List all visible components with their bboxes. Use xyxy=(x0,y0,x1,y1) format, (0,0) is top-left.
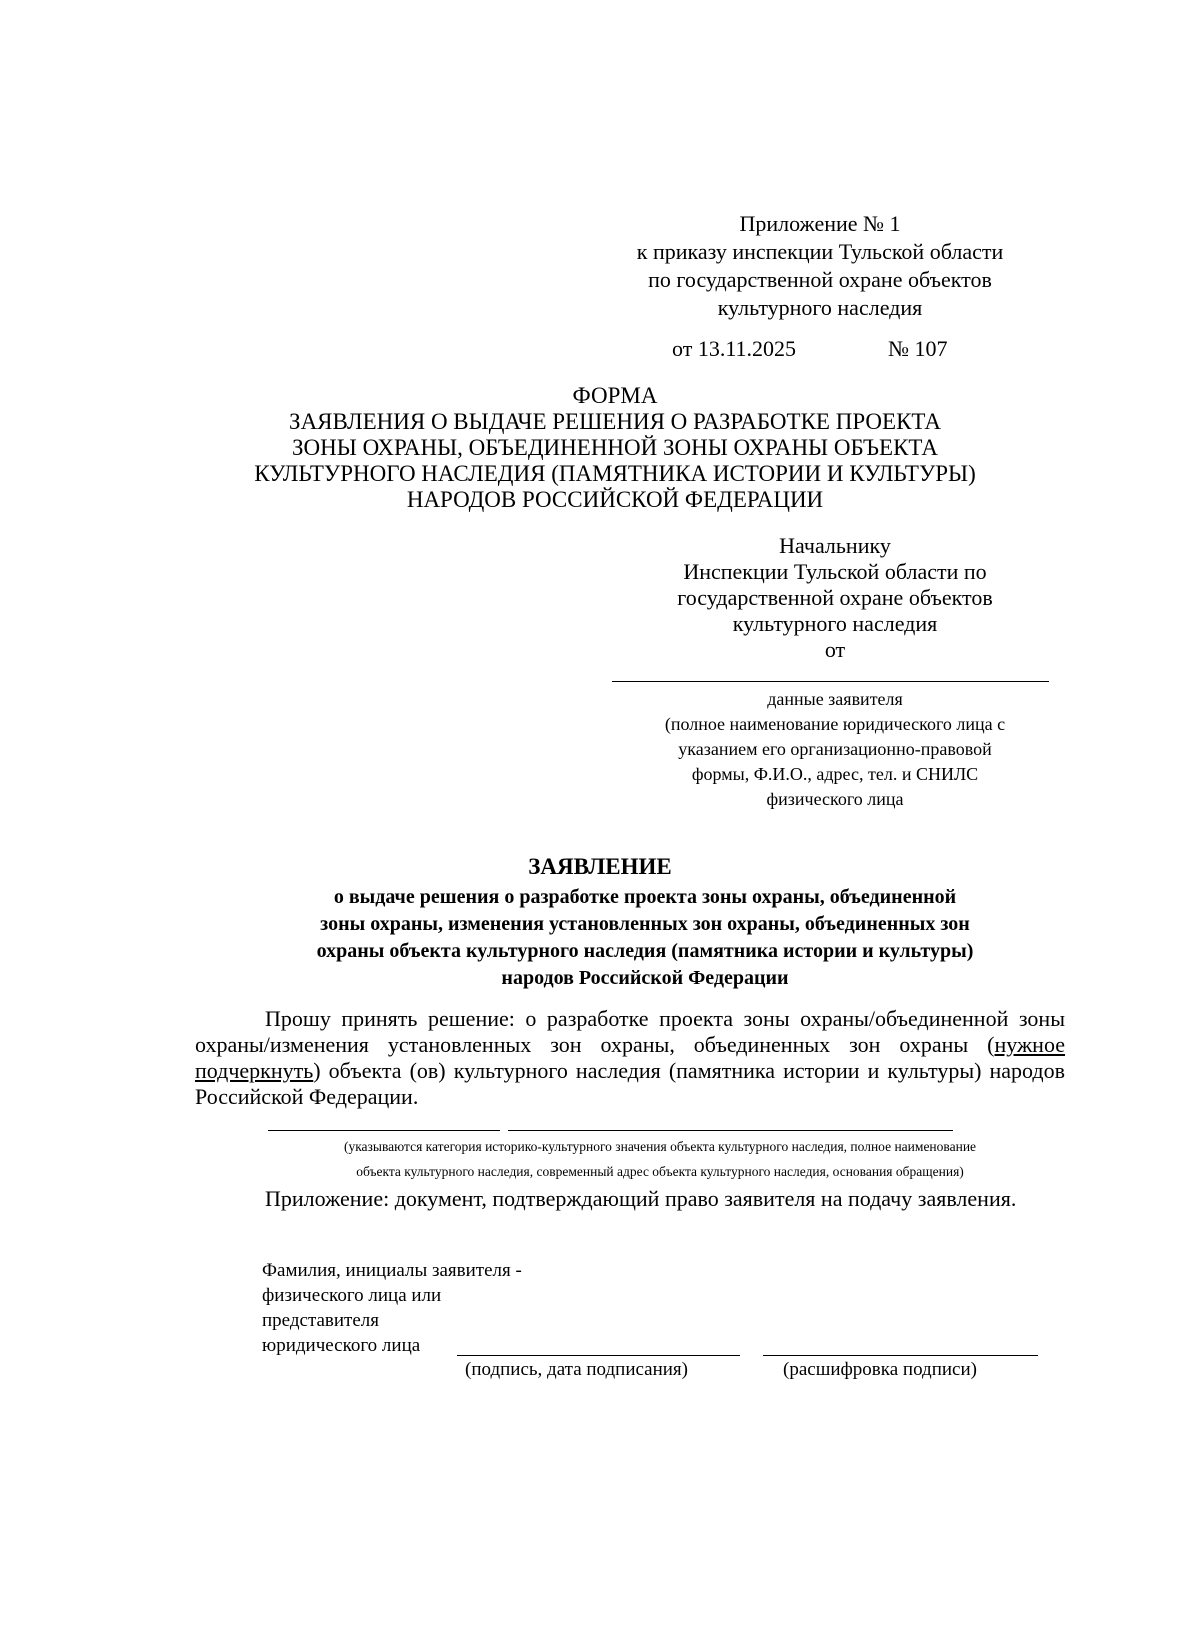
annex-line: к приказу инспекции Тульской области xyxy=(636,239,1004,264)
signature-label-line: Фамилия, инициалы заявителя - xyxy=(262,1260,522,1281)
addressee-line: Инспекции Тульской области по xyxy=(683,559,987,584)
signature-label-line: юридического лица xyxy=(262,1335,421,1356)
object-info-hint-line: объекта культурного наследия, современный адрес объекта культурного наследия, основания обращения) xyxy=(356,1164,964,1179)
request-paragraph xyxy=(195,1006,1065,1110)
applicant-data-line[interactable] xyxy=(612,681,1049,682)
attachment-text: Приложение: документ, подтверждающий право заявителя на подачу заявления. xyxy=(265,1186,1017,1211)
applicant-hint-line: (полное наименование юридического лица с xyxy=(664,714,1006,734)
form-title xyxy=(190,383,1040,513)
addressee-line: культурного наследия xyxy=(732,611,938,636)
applicant-hint-line: формы, Ф.И.О., адрес, тел. и СНИЛС xyxy=(691,764,979,784)
object-info-line[interactable] xyxy=(268,1130,500,1131)
applicant-hint-line: физического лица xyxy=(766,789,904,809)
applicant-hint xyxy=(590,687,1080,812)
annex-line: Приложение № 1 xyxy=(739,211,901,236)
object-info-hint-line: (указываются категория историко-культурного значения объекта культурного наследия, полное наименование xyxy=(343,1139,977,1154)
statement-subtitle-line: охраны объекта культурного наследия (памятника истории и культуры) xyxy=(316,940,974,962)
form-title-line: ЗАЯВЛЕНИЯ О ВЫДАЧЕ РЕШЕНИЯ О РАЗРАБОТКЕ ПРОЕКТА xyxy=(289,409,941,434)
addressee-line: Начальнику xyxy=(779,533,891,558)
signature-caption: (подпись, дата подписания) xyxy=(465,1359,688,1380)
statement-subtitle-line: народов Российской Федерации xyxy=(501,967,789,989)
signature-label xyxy=(262,1258,522,1358)
order-date: от 13.11.2025 xyxy=(672,336,797,361)
annex-line: по государственной охране объектов xyxy=(648,267,992,292)
request-text-part1: Прошу принять решение: о разработке проекта зоны охраны/объединенной зоны охраны/изменения установленных зон охраны, объединенных зон охраны ( xyxy=(195,1006,1065,1057)
addressee-block xyxy=(590,533,1080,663)
statement-subtitle xyxy=(215,884,1075,992)
order-number: № 107 xyxy=(888,336,948,361)
signature-label-line: представителя xyxy=(262,1310,380,1331)
addressee-line: от xyxy=(824,637,846,662)
form-title-line: КУЛЬТУРНОГО НАСЛЕДИЯ (ПАМЯТНИКА ИСТОРИИ И КУЛЬТУРЫ) xyxy=(254,461,976,486)
object-info-line[interactable] xyxy=(508,1130,953,1131)
statement-subtitle-line: о выдаче решения о разработке проекта зоны охраны, объединенной xyxy=(333,886,957,908)
object-info-hint xyxy=(230,1134,1090,1184)
attachment-paragraph xyxy=(195,1185,1075,1212)
addressee-line: государственной охране объектов xyxy=(677,585,993,610)
applicant-hint-line: данные заявителя xyxy=(767,689,903,709)
statement-subtitle-line: зоны охраны, изменения установленных зон охраны, объединенных зон xyxy=(320,913,970,935)
signature-decoding-caption: (расшифровка подписи) xyxy=(783,1359,977,1380)
applicant-hint-line: указанием его организационно-правовой xyxy=(678,739,992,759)
signature-label-line: физического лица или xyxy=(262,1285,442,1306)
signature-decoding-line[interactable] xyxy=(763,1355,1038,1356)
annex-header xyxy=(560,210,1080,322)
request-text-part2: ) объекта (ов) культурного наследия (памятника истории и культуры) народов Российской Федерации. xyxy=(195,1058,1065,1109)
annex-line: культурного наследия xyxy=(717,295,923,320)
underline-hint: нужное подчеркнуть xyxy=(195,1032,1065,1083)
signature-line[interactable] xyxy=(457,1355,740,1356)
form-title-line: НАРОДОВ РОССИЙСКОЙ ФЕДЕРАЦИИ xyxy=(406,487,824,512)
form-title-line: ЗОНЫ ОХРАНЫ, ОБЪЕДИНЕННОЙ ЗОНЫ ОХРАНЫ ОБЪЕКТА xyxy=(292,435,938,460)
statement-title: ЗАЯВЛЕНИЕ xyxy=(528,854,672,879)
form-title-line: ФОРМА xyxy=(572,383,658,408)
